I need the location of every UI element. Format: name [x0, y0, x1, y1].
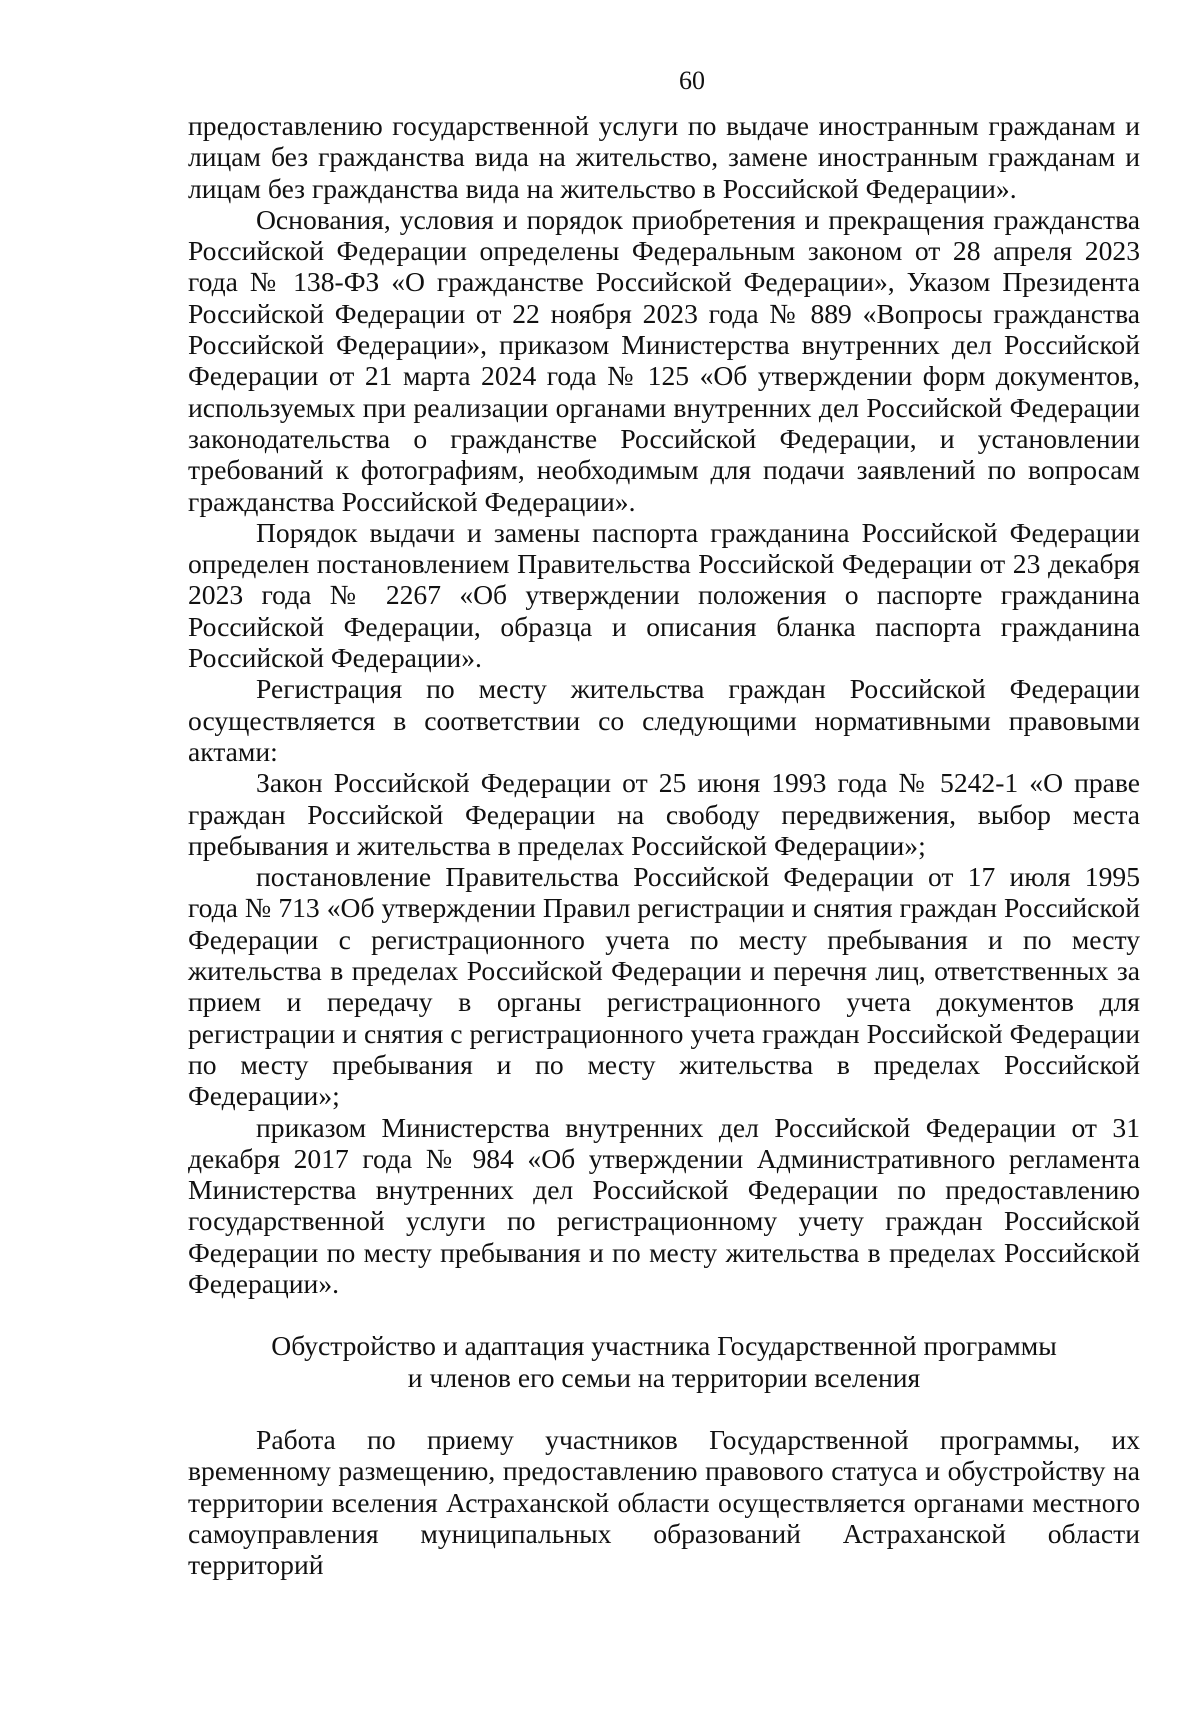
page-number: 60: [679, 66, 705, 95]
paragraph: Работа по приему участников Государственной программы, их временному размещению, предоставлению правового статуса и обустройству на территории вселения Астраханской области осуществляется органами местного самоуправления муниципальных образований Астраханской области территорий: [188, 1424, 1140, 1581]
section-heading-line: Обустройство и адаптация участника Государственной программы: [271, 1330, 1057, 1362]
section-heading-line: и членов его семьи на территории вселения: [407, 1361, 921, 1393]
paragraph: постановление Правительства Российской Федерации от 17 июля 1995 года № 713 «Об утверждении Правил регистрации и снятия граждан Российской Федерации с регистрационного учета по месту пребывания и по месту жительства в пределах Российской Федерации и перечня лиц, ответственных за прием и передачу в органы регистрационного учета документов для регистрации и снятия с регистрационного учета граждан Российской Федерации по месту пребывания и по месту жительства в пределах Российской Федерации»;: [188, 861, 1140, 1112]
paragraph: Регистрация по месту жительства граждан Российской Федерации осуществляется в соответствии со следующими нормативными правовыми актами:: [188, 673, 1140, 767]
body-text-top: [188, 110, 1140, 1299]
section-heading: [188, 1330, 1140, 1393]
paragraph: приказом Министерства внутренних дел Российской Федерации от 31 декабря 2017 года № 984 «Об утверждении Административного регламента Министерства внутренних дел Российской Федерации по предоставлению государственной услуги по регистрационному учету граждан Российской Федерации по месту пребывания и по месту жительства в пределах Российской Федерации».: [188, 1111, 1140, 1299]
paragraph: предоставлению государственной услуги по выдаче иностранным гражданам и лицам без гражданства вида на жительство, замене иностранным гражданам и лицам без гражданства вида на жительство в Российской Федерации».: [188, 110, 1140, 204]
body-text-bottom: [188, 1424, 1140, 1580]
paragraph: Основания, условия и порядок приобретения и прекращения гражданства Российской Федерации определены Федеральным законом от 28 апреля 2023 года № 138-ФЗ «О гражданстве Российской Федерации», Указом Президента Российской Федерации от 22 ноября 2023 года № 889 «Вопросы гражданства Российской Федерации», приказом Министерства внутренних дел Российской Федерации от 21 марта 2024 года № 125 «Об утверждении форм документов, используемых при реализации органами внутренних дел Российской Федерации законодательства о гражданстве Российской Федерации, и установлении требований к фотографиям, необходимым для подачи заявлений по вопросам гражданства Российской Федерации».: [188, 203, 1140, 517]
paragraph: Закон Российской Федерации от 25 июня 1993 года № 5242-1 «О праве граждан Российской Федерации на свободу передвижения, выбор места пребывания и жительства в пределах Российской Федерации»;: [188, 767, 1140, 861]
paragraph: Порядок выдачи и замены паспорта гражданина Российской Федерации определен постановлением Правительства Российской Федерации от 23 декабря 2023 года № 2267 «Об утверждении положения о паспорте гражданина Российской Федерации, образца и описания бланка паспорта гражданина Российской Федерации».: [188, 516, 1140, 674]
